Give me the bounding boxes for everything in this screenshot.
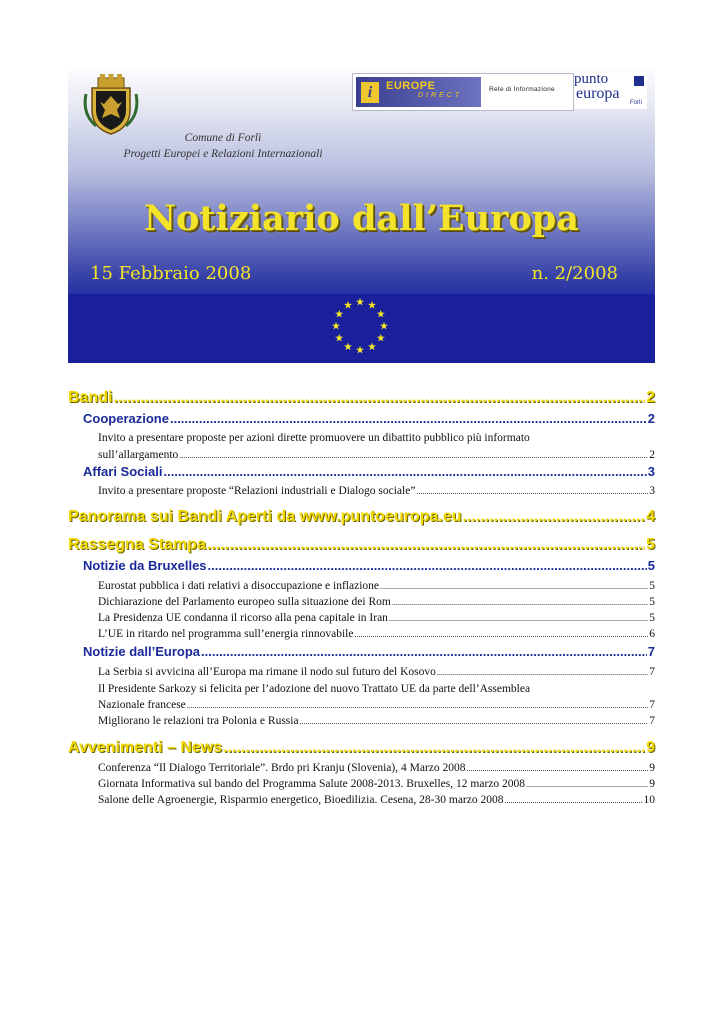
toc-affari-item[interactable]: Invito a presentare proposte “Relazioni industriali e Dialogo sociale” ..... 3 (98, 485, 655, 497)
eu-star-icon (335, 310, 343, 318)
toc-avvenimenti-item[interactable]: Giornata Informativa sul bando del Programma Salute 2008-2013. Bruxelles, 12 marzo 2008 ..... 9 (98, 778, 655, 790)
eu-star-icon (332, 322, 340, 330)
info-icon: i (361, 82, 379, 103)
issue-date: 15 Febbraio 2008 (90, 263, 252, 284)
eu-star-icon (356, 298, 364, 306)
toc-bandi[interactable]: Bandi ..... 2 (68, 389, 655, 407)
toc-europa-item[interactable]: La Serbia si avvicina all’Europa ma rimane il nodo sul futuro del Kosovo ..... 7 (98, 666, 655, 678)
comune-name: Comune di Forlì (184, 132, 262, 144)
cover-header (68, 66, 655, 363)
eu-star-icon (344, 343, 352, 351)
eu-star-icon (377, 334, 385, 342)
punto-europa-logo (574, 73, 647, 109)
toc-bruxelles-item[interactable]: Dichiarazione del Parlamento europeo sulla situazione dei Rom ..... 5 (98, 596, 655, 608)
toc-bruxelles-item[interactable]: Eurostat pubblica i dati relativi a disoccupazione e inflazione ..... 5 (98, 580, 655, 592)
newsletter-title: Notiziario dall’Europa (144, 198, 579, 239)
punto-text: punto (574, 71, 609, 87)
toc-avvenimenti-item[interactable]: Conferenza “Il Dialogo Territoriale”. Brdo pri Kranju (Slovenia), 4 Marzo 2008 ..... 9 (98, 762, 655, 774)
rete-informazione: Rete di Informazione (489, 86, 555, 93)
toc-cooperazione[interactable]: Cooperazione ..... 2 (83, 411, 655, 426)
toc-europa-item2-line2[interactable]: Nazionale francese ..... 7 (98, 699, 655, 711)
eu-star-icon (344, 301, 352, 309)
toc-avvenimenti-item[interactable]: Salone delle Agroenergie, Risparmio energetico, Bioedilizia. Cesena, 28-30 marzo 2008 ..... 10 (98, 794, 655, 806)
toc-bruxelles-item[interactable]: La Presidenza UE condanna il ricorso alla pena capitale in Iran ..... 5 (98, 612, 655, 624)
toc-affari-sociali[interactable]: Affari Sociali ..... 3 (83, 464, 655, 479)
europe-direct-direct: DIRECT (418, 92, 463, 99)
europa-text: europa (576, 85, 620, 102)
europe-direct-europe: EUROPE (386, 80, 436, 92)
eu-stars-icon (330, 296, 390, 356)
toc-bruxelles[interactable]: Notizie da Bruxelles ..... 5 (83, 558, 655, 573)
eu-star-icon (335, 334, 343, 342)
toc-panorama[interactable]: Panorama sui Bandi Aperti da www.puntoeuropa.eu ..... 4 (68, 508, 655, 526)
toc-rassegna[interactable]: Rassegna Stampa ..... 5 (68, 536, 655, 554)
eu-star-icon (377, 310, 385, 318)
toc-bruxelles-item[interactable]: L’UE in ritardo nel programma sull’energia rinnovabile ..... 6 (98, 628, 655, 640)
issue-number: n. 2/2008 (531, 263, 618, 284)
toc-europa-item2-line1[interactable]: Il Presidente Sarkozy si felicita per l’adozione del nuovo Trattato UE da parte dell’Assemblea (98, 683, 531, 695)
toc-avvenimenti[interactable]: Avvenimenti – News ..... 9 (68, 739, 655, 757)
eu-star-icon (368, 343, 376, 351)
forli-text: Forlì (630, 100, 642, 106)
eu-flag-icon (634, 76, 644, 86)
toc-notizie-europa[interactable]: Notizie dall’Europa ..... 7 (83, 644, 655, 659)
toc-coop-item-line1[interactable]: Invito a presentare proposte per azioni dirette promuovere un dibattito pubblico più informato (98, 432, 530, 444)
comune-department: Progetti Europei e Relazioni Internazionali (123, 148, 323, 160)
partner-logos (352, 73, 647, 109)
eu-star-icon (356, 346, 364, 354)
toc-europa-item[interactable]: Migliorano le relazioni tra Polonia e Russia ..... 7 (98, 715, 655, 727)
eu-star-icon (380, 322, 388, 330)
europe-direct-logo (352, 73, 574, 111)
toc-coop-item-line2[interactable]: sull’allargamento ..... 2 (98, 449, 655, 461)
eu-star-icon (368, 301, 376, 309)
city-crest-icon (82, 74, 140, 136)
